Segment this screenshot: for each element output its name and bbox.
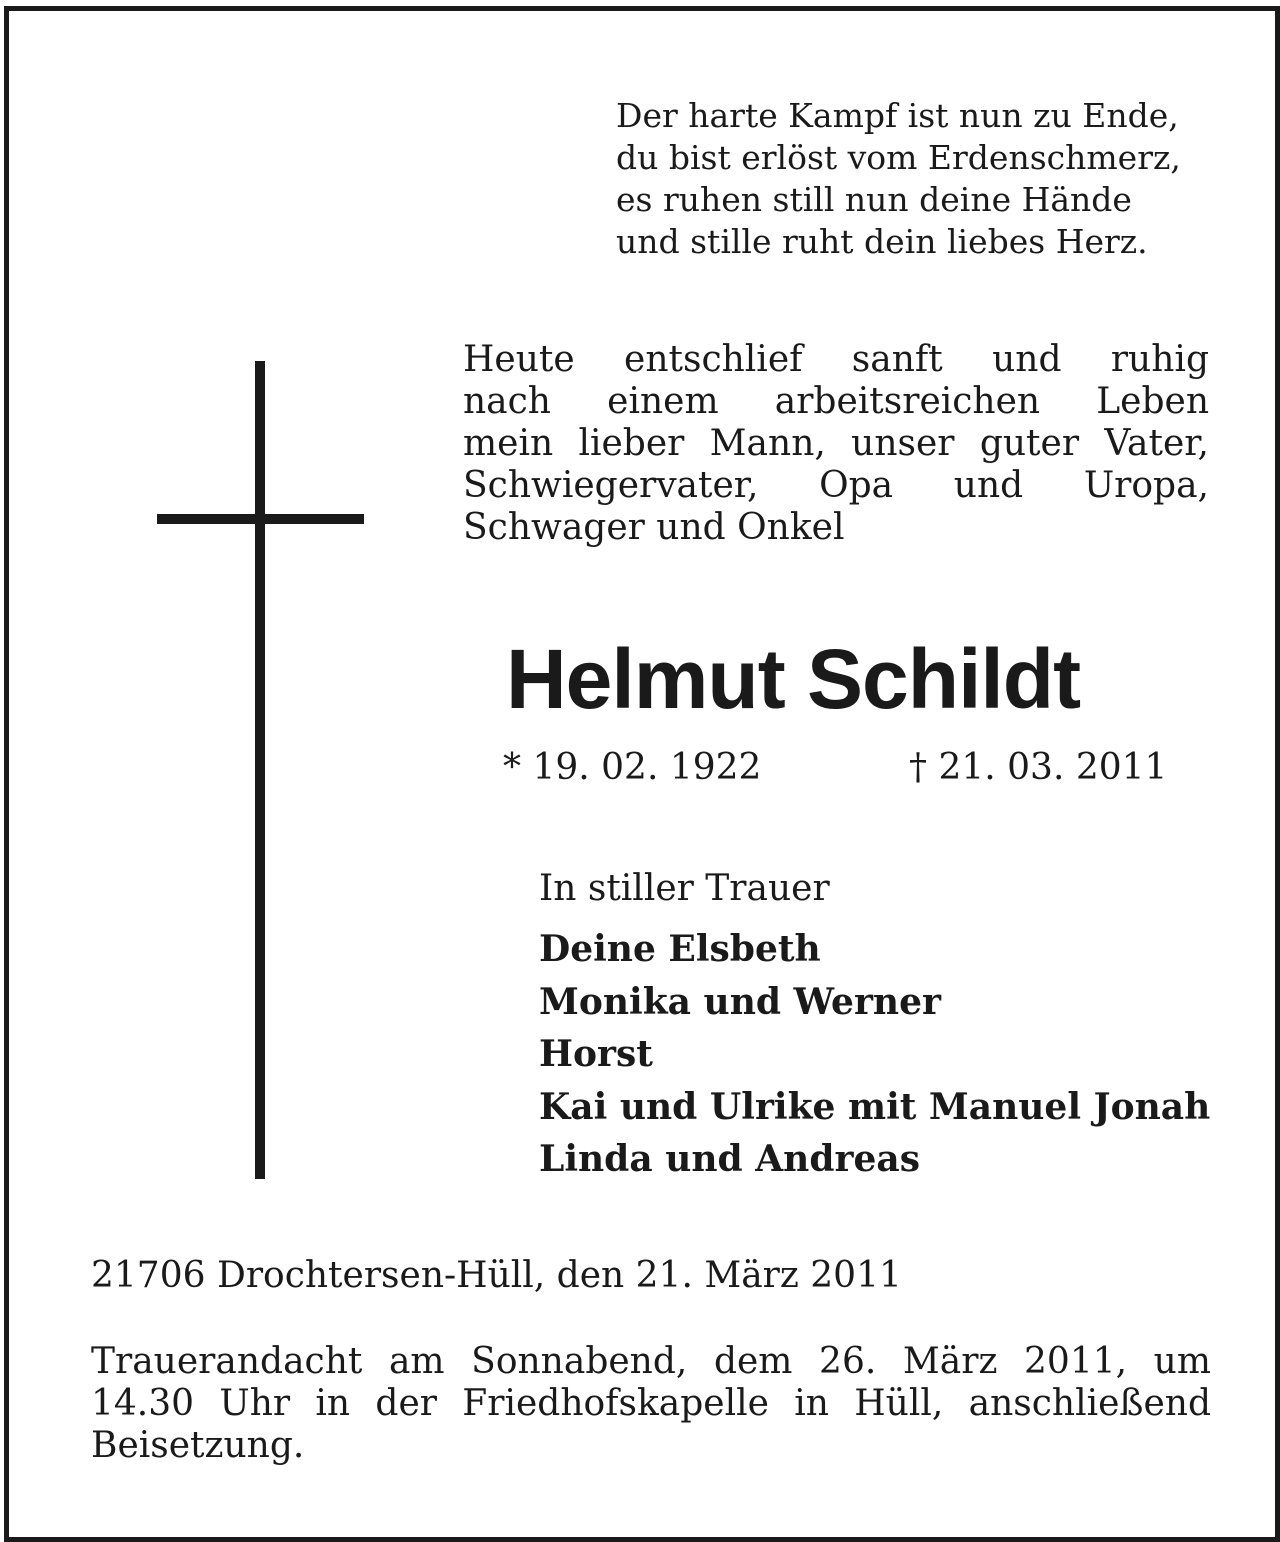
- cross-vertical-bar: [255, 361, 265, 1179]
- cross-horizontal-bar: [157, 514, 364, 524]
- announcement-line: Schwiegervater, Opa und Uropa,: [463, 465, 1209, 506]
- mourning-heading: In stiller Trauer: [539, 868, 830, 909]
- cross-icon: [155, 361, 365, 1181]
- announcement-line: Heute entschlief sanft und ruhig: [463, 339, 1209, 380]
- service-notice: [91, 1341, 1211, 1467]
- obituary-frame: [4, 6, 1280, 1542]
- mourner-name: Horst: [539, 1033, 653, 1075]
- poem-line: du bist erlöst vom Erdenschmerz,: [616, 138, 1181, 177]
- mourners-list: [539, 923, 1239, 1186]
- announcement-line: mein lieber Mann, unser guter Vater,: [463, 423, 1209, 464]
- mourner-name: Deine Elsbeth: [539, 928, 821, 970]
- place-and-date: 21706 Drochtersen-Hüll, den 21. März 2011: [91, 1255, 902, 1296]
- announcement-line: Schwager und Onkel: [463, 507, 845, 548]
- poem-line: es ruhen still nun deine Hände: [616, 180, 1132, 219]
- announcement-line: nach einem arbeitsreichen Leben: [463, 381, 1209, 422]
- poem: [616, 95, 1226, 263]
- poem-line: und stille ruht dein liebes Herz.: [616, 222, 1148, 261]
- poem-line: Der harte Kampf ist nun zu Ende,: [616, 96, 1179, 135]
- mourner-name: Linda und Andreas: [539, 1138, 920, 1180]
- announcement-text: [463, 339, 1209, 549]
- deceased-name: Helmut Schildt: [506, 632, 1081, 726]
- service-line: Trauerandacht am Sonnabend, dem 26. März 2011, um: [91, 1341, 1211, 1382]
- mourner-name: Kai und Ulrike mit Manuel Jonah: [539, 1085, 1211, 1128]
- service-line: 14.30 Uhr in der Friedhofskapelle in Hüll, anschließend: [91, 1383, 1211, 1424]
- service-line: Beisetzung.: [91, 1425, 305, 1466]
- birth-date: * 19. 02. 1922: [503, 747, 762, 788]
- mourner-name: Monika und Werner: [539, 980, 941, 1023]
- death-date: † 21. 03. 2011: [909, 747, 1168, 788]
